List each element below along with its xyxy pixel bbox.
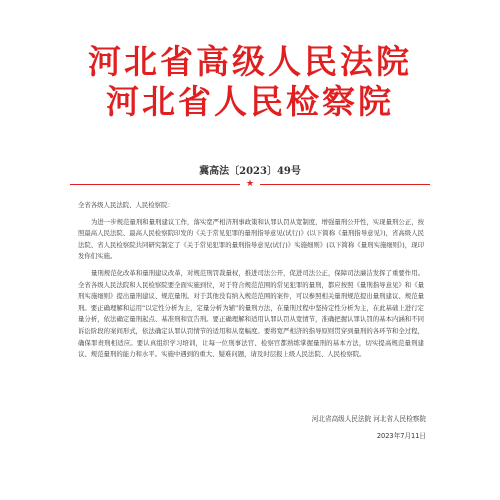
issuer-court-title: 河北省高级人民法院 (88, 42, 412, 81)
divider-star-icon: ★ (240, 180, 260, 189)
signature-date: 2023年7月11日 (376, 432, 426, 440)
document-body (78, 200, 424, 361)
document-header (0, 42, 500, 122)
paragraph-1: 为进一步规范量刑和量刑建议工作，落实宽严相济刑事政策和认罪认罚从宽制度，增强量刑公开性，实现量刑公正，按照最高人民法院、最高人民检察院印发的《关于常见犯罪的量刑指导意见(试行)》(以下简称《量刑指导意见》)，省高级人民法院、省人民检察院共同研究制定了《关于常见犯罪的量刑指导意见(试行)》实施细则》(以下简称《量刑实施细则》)，现印发你们实施。 (78, 217, 424, 261)
issuer-procuratorate-title: 河北省人民检察院 (106, 82, 394, 121)
signature-issuers: 河北省高级人民法院 河北省人民检察院 (311, 415, 426, 423)
paragraph-2: 量刑规范化改革和量刑建议改革，对规范刑罚裁量权，推进司法公开，促进司法公正，保障司法廉洁发挥了重要作用。全省各级人民法院和人民检察院要全面实施到位，对于符合规范范围的常见犯罪的量刑，都应按照《量刑指导意见》和《量刑实施细则》提出量刑建议、规范量刑。对于其他没有纳入规范范围的案件，可以参照相关量刑规范提出量刑建议、规范量刑。要正确理解和运用“以定性分析为主，定量分析为辅”的量刑方法，在量刑过程中坚持定性分析为主，在此基础上进行定量分析，依法确定量刑起点、基准刑和宣告刑。要正确理解和适用认罪认罚从宽情节，准确把握认罪认罚的基本内涵和不同诉讼阶段的案间形式，依法确定认罪认罚情节的适用和从宽幅度。要将宽严相济的指导原则贯穿到量刑的各环节和全过程，确保罪责刑相适应。要认真组织学习培训，让每一位刑事法官、检察官都熟练掌握量刑的基本方法，切实提高规范量刑建议、规范量刑的能力和水平。实施中遇到的重大、疑难问题，请及时层报上级人民法院、人民检察院。 (78, 268, 424, 359)
document-number: 冀高法〔2023〕49号 (199, 166, 301, 177)
salutation: 全省各级人民法院、人民检察院： (78, 201, 174, 209)
